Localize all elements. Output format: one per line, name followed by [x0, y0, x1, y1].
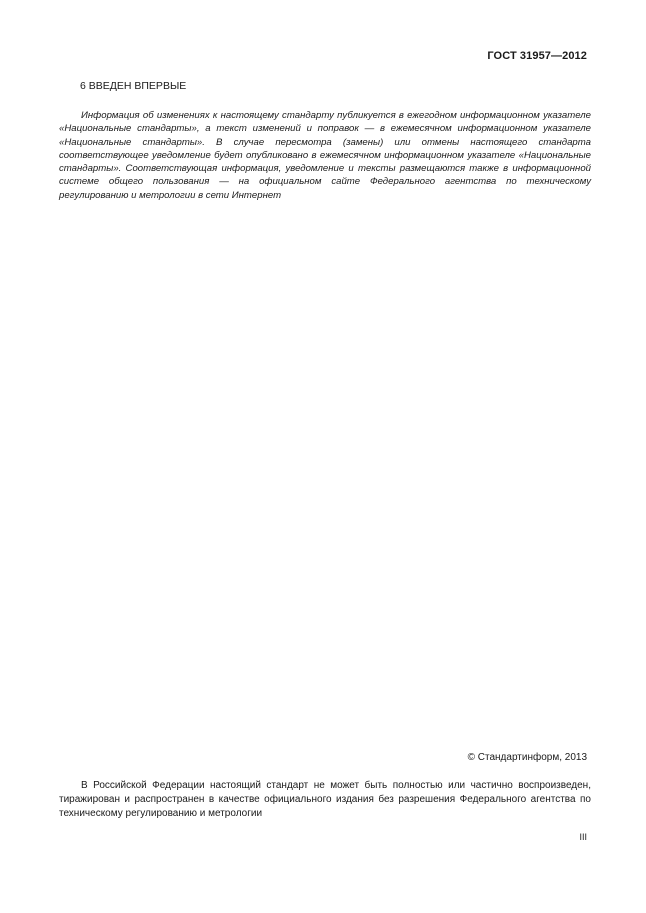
copyright-notice: © Стандартинформ, 2013 [467, 752, 587, 763]
page-number: III [579, 832, 587, 842]
document-number-header: ГОСТ 31957—2012 [487, 50, 587, 62]
info-paragraph: Информация об изменениях к настоящему стандарту публикуется в ежегодном информационном указателе «Национальные стандарты», а текст изменений и поправок — в ежемесячном информационном указателе «Национальные стандарты». В случае пересмотра (замены) или отмены настоящего стандарта соответствующее уведомление будет опубликовано в ежемесячном информационном указателе «Национальные стандарты». Соответствующая информация, уведомление и тексты размещаются также в информационной системе общего пользования — на официальном сайте Федерального агентства по техническому регулированию и метрологии в сети Интернет [59, 110, 591, 201]
section-title: 6 ВВЕДЕН ВПЕРВЫЕ [80, 80, 187, 92]
reproduction-notice: В Российской Федерации настоящий стандарт не может быть полностью или частично воспроизведен, тиражирован и распространен в качестве официального издания без разрешения Федерального агентства по техническому регулированию и метрологии [59, 780, 591, 819]
